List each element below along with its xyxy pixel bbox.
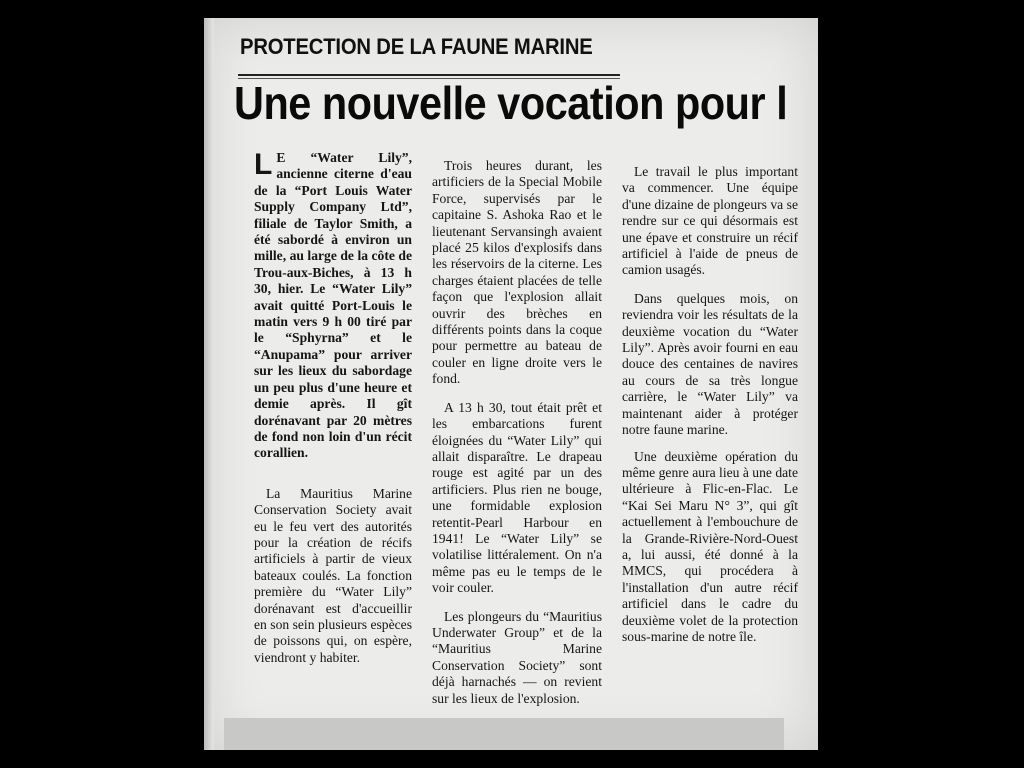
lead-paragraph	[254, 150, 412, 462]
kicker-title: PROTECTION DE LA FAUNE MARINE	[240, 34, 593, 59]
article-column-1	[254, 150, 412, 666]
paper-left-edge	[204, 18, 214, 750]
newspaper-clipping	[204, 18, 818, 750]
article-column-3	[622, 164, 798, 645]
column-2-paragraph-1: Trois heures durant, les artificiers de la Special Mobile Force, supervisés par le capitaine S. Ashoka Rao et le lieutenant Servansingh avaient placé 25 kilos d'explosifs dans les réservoirs de la citerne. Les charges étaient placées de telle façon que l'explosion allait ouvrir des brèches en différents points dans la coque pour permettre au bateau de couler en ligne droite vers le fond.	[432, 158, 602, 387]
column-3-paragraph-2: Dans quelques mois, on reviendra voir les résultats de la deuxième vocation du “Water Lily”. Après avoir fourni en eau douce des centaines de navires au cours de sa très longue carrière, le “Water Lily” va maintenant aider à protéger notre faune marine.	[622, 290, 798, 438]
lead-text: E “Water Lily”, ancienne citerne d'eau de la “Port Louis Water Supply Company Ltd”, filiale de Taylor Smith, a été sabordé à environ un mille, au large de la côte de Trou-aux-Biches, à 13 h 30, hier. Le “Water Lily” avait quitté Port-Louis le matin vers 9 h 00 tiré par le “Sphyrna” et le “Anupama” pour arriver sur les lieux du sabordage un peu plus d'une heure et demie après. Il gît dorénavant par 20 mètres de fond non loin d'un récit corallien.	[254, 150, 412, 461]
column-3-paragraph-3: Une deuxième opération du même genre aura lieu à une date ultérieure à Flic-en-Flac. Le “Kai Sei Maru N° 3”, qui gît actuellement à l'embouchure de la Grande-Rivière-Nord-Ouest a, lui aussi, été donné à la MMCS, qui procédera à l'installation d'un autre récif artificiel dans le cadre du deuxième volet de la protection sous-marine de notre île.	[622, 448, 798, 644]
column-2-paragraph-3: Les plongeurs du “Mauritius Underwater Group” et de la “Mauritius Marine Conservation Society” sont déjà harnachés — on revient sur les lieux de l'explosion.	[432, 608, 602, 706]
headline: Une nouvelle vocation pour l	[234, 77, 788, 129]
column-1-paragraph-2: La Mauritius Marine Conservation Society avait eu le feu vert des autorités pour la création de récifs artificiels à partir de vieux bateaux coulés. La fonction première du “Water Lily” dorénavant est d'accueillir en son sein plusieurs espèces de poissons qui, on espère, viendront y habiter.	[254, 485, 412, 665]
paper-bottom-band	[224, 718, 784, 750]
column-3-paragraph-1: Le travail le plus important va commencer. Une équipe d'une dizaine de plongeurs va se rendre sur ce qui désormais est une épave et construire un récif artificiel à l'aide de pneus de camion usagés.	[622, 164, 798, 278]
article-column-2	[432, 158, 602, 707]
column-2-paragraph-2: A 13 h 30, tout était prêt et les embarcations furent éloignées du “Water Lily” qui allait disparaître. Le drapeau rouge est agité par un des artificiers. Plus rien ne bouge, une formidable explosion retentit-Pearl Harbour en 1941! Le “Water Lily” se volatilise littéralement. On n'a même pas eu le temps de le voir couler.	[432, 399, 602, 596]
drop-cap: L	[254, 148, 273, 181]
